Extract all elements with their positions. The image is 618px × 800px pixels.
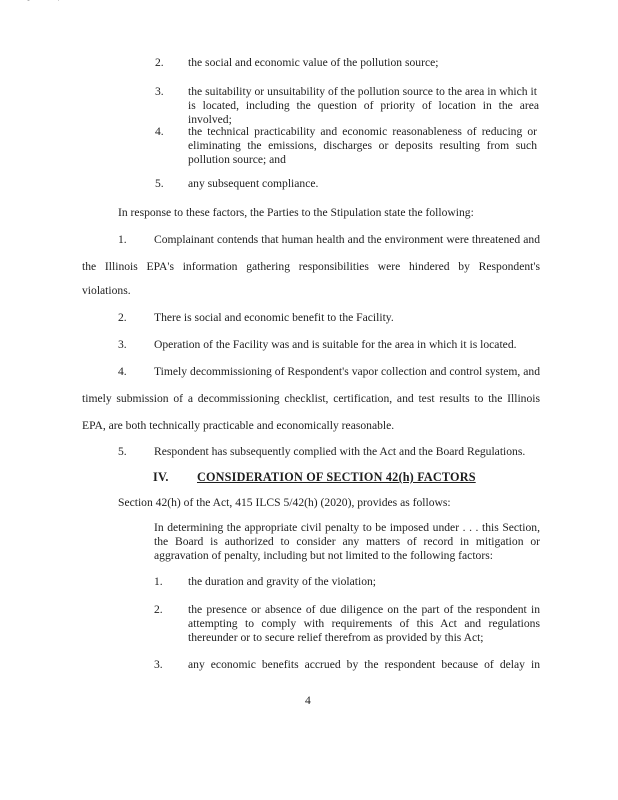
- factor-5-number: 5.: [155, 177, 164, 190]
- factor-b-2-line: attempting to comply with requirements of this Act and regulations: [188, 617, 540, 630]
- response-5-number: 5.: [118, 445, 127, 458]
- response-2-number: 2.: [118, 311, 127, 324]
- factor-4-line: pollution source; and: [188, 153, 286, 166]
- factor-3-line: is located, including the question of priority of location in the area involved;: [188, 99, 539, 126]
- quote-line: In determining the appropriate civil penalty to be imposed under . . . this Section,: [154, 521, 540, 534]
- response-4-line: timely submission of a decommissioning checklist, certification, and test results to the Illinois: [82, 392, 540, 405]
- response-1-line: Complainant contends that human health and the environment were threatened and: [154, 233, 540, 246]
- factor-2-text: the social and economic value of the pollution source;: [188, 56, 439, 69]
- factor-3-number: 3.: [155, 85, 164, 98]
- page-number: 4: [305, 694, 311, 707]
- response-1-line: the Illinois EPA's information gathering responsibilities were hindered by Respondent's: [82, 260, 540, 273]
- response-4-line: Timely decommissioning of Respondent's vapor collection and control system, and: [154, 365, 540, 378]
- quote-line: aggravation of penalty, including but not limited to the following factors:: [154, 549, 493, 562]
- factor-2-number: 2.: [155, 56, 164, 69]
- section-intro: Section 42(h) of the Act, 415 ILCS 5/42(h) (2020), provides as follows:: [118, 496, 451, 509]
- factor-4-line: the technical practicability and economic reasonableness of reducing or: [188, 125, 537, 138]
- section-heading: CONSIDERATION OF SECTION 42(h) FACTORS: [197, 470, 476, 484]
- factor-3-line: the suitability or unsuitability of the pollution source to the area in which it: [188, 85, 537, 98]
- response-3-number: 3.: [118, 338, 127, 351]
- docusign-envelope-header: [4, 0, 223, 1]
- response-3-text: Operation of the Facility was and is suitable for the area in which it is located.: [154, 338, 517, 351]
- factor-b-2-line: the presence or absence of due diligence on the part of the respondent in: [188, 603, 540, 616]
- factor-b-3-line: any economic benefits accrued by the respondent because of delay in: [188, 658, 540, 671]
- factor-4-number: 4.: [155, 125, 164, 138]
- factor-b-2-line: thereunder or to secure relief therefrom as provided by this Act;: [188, 631, 484, 644]
- factor-b-3-number: 3.: [154, 658, 163, 671]
- factor-b-1-number: 1.: [154, 575, 163, 588]
- section-numeral: IV.: [153, 470, 169, 484]
- response-4-number: 4.: [118, 365, 127, 378]
- factor-5-text: any subsequent compliance.: [188, 177, 319, 190]
- response-2-text: There is social and economic benefit to the Facility.: [154, 311, 394, 324]
- response-4-line: EPA, are both technically practicable and economically reasonable.: [82, 419, 395, 432]
- factor-b-2-number: 2.: [154, 603, 163, 616]
- quote-line: the Board is authorized to consider any matters of record in mitigation or: [154, 535, 540, 548]
- factor-4-line: eliminating the emissions, discharges or deposits resulting from such: [188, 139, 537, 152]
- response-1-line: violations.: [82, 284, 131, 297]
- factor-b-1-text: the duration and gravity of the violation;: [188, 575, 377, 588]
- response-5-text: Respondent has subsequently complied with the Act and the Board Regulations.: [154, 445, 526, 458]
- response-1-number: 1.: [118, 233, 127, 246]
- response-intro: In response to these factors, the Parties to the Stipulation state the following:: [118, 206, 474, 219]
